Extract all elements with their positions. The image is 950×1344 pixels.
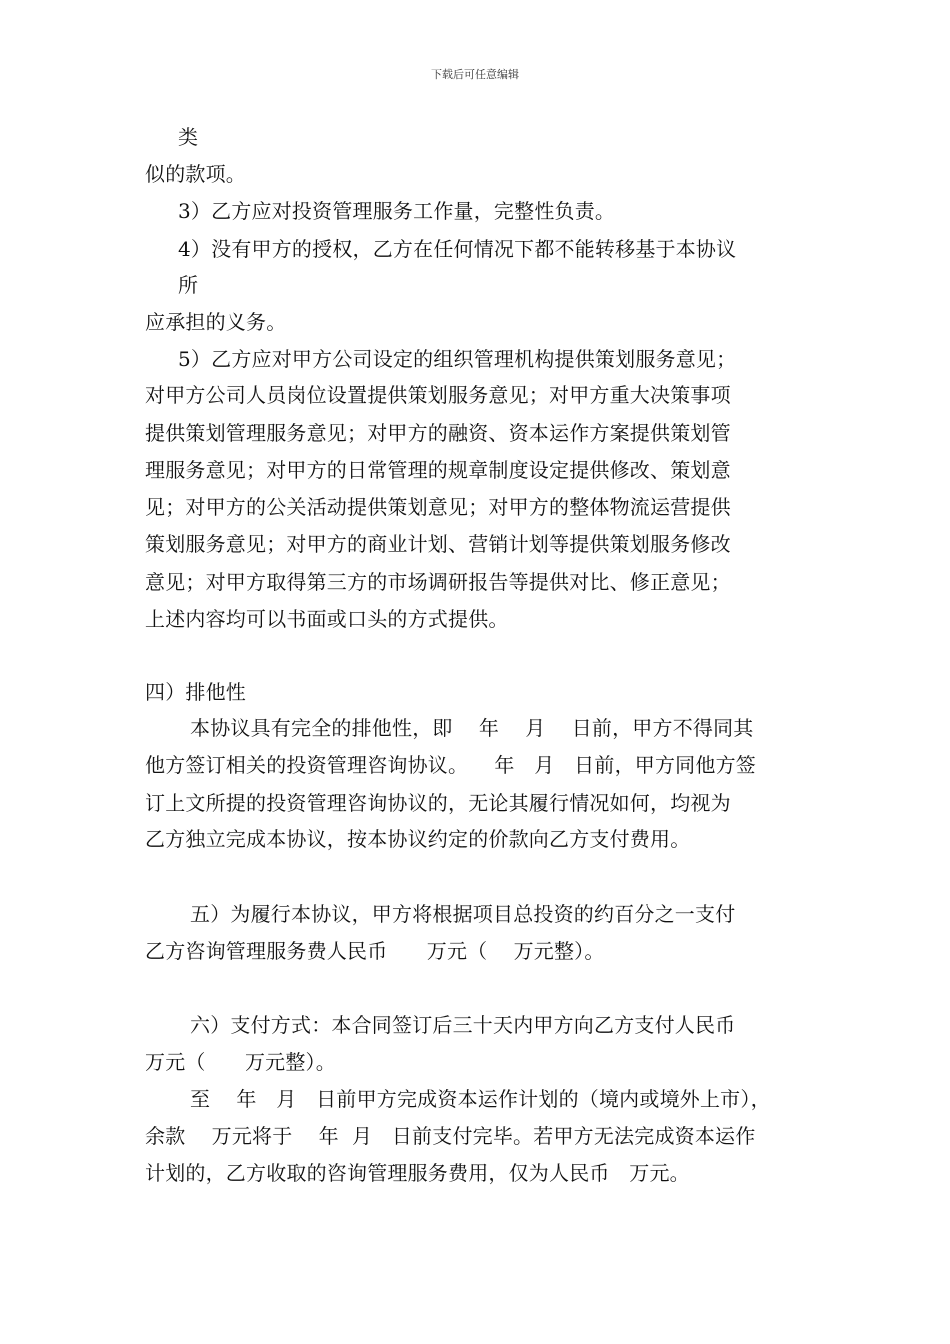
text-line: 至 年 月 日前甲方完成资本运作计划的（境内或境外上市）， [190,1087,771,1111]
text-line: 见；对甲方的公关活动提供策划意见；对甲方的整体物流运营提供 [145,495,731,519]
text-line: 六）支付方式：本合同签订后三十天内甲方向乙方支付人民币 [190,1013,736,1037]
text-line: 理服务意见；对甲方的日常管理的规章制度设定提供修改、策划意 [145,458,731,482]
text-line: 乙方独立完成本协议，按本协议约定的价款向乙方支付费用。 [145,827,691,851]
text-line: 他方签订相关的投资管理咨询协议。 年 月 日前，甲方同他方签 [145,753,756,777]
text-line: 计划的，乙方收取的咨询管理服务费用，仅为人民币 万元。 [145,1161,690,1185]
text-line: 上述内容均可以书面或口头的方式提供。 [145,607,509,631]
text-line: 五）为履行本协议，甲方将根据项目总投资的约百分之一支付 [190,902,736,926]
text-line: 提供策划管理服务意见；对甲方的融资、资本运作方案提供策划管 [145,421,731,445]
text-line: 订上文所提的投资管理咨询协议的，无论其履行情况如何，均视为 [145,791,731,815]
text-line: 所 [178,273,199,297]
text-line: 万元（ 万元整）。 [145,1050,336,1074]
text-line: 本协议具有完全的排他性，即 年 月 日前，甲方不得同其 [190,716,754,740]
text-line: 5）乙方应对甲方公司设定的组织管理机构提供策划服务意见； [178,347,737,371]
text-line: 应承担的义务。 [145,310,287,334]
text-line: 类 [178,125,199,149]
text-line: 4）没有甲方的授权，乙方在任何情况下都不能转移基于本协议 [178,237,737,261]
text-line: 意见；对甲方取得第三方的市场调研报告等提供对比、修正意见； [145,570,731,594]
text-line: 乙方咨询管理服务费人民币 万元（ 万元整）。 [145,939,605,963]
text-line: 3）乙方应对投资管理服务工作量，完整性负责。 [178,199,616,223]
text-line: 似的款项。 [145,162,246,186]
text-line: 策划服务意见；对甲方的商业计划、营销计划等提供策划服务修改 [145,532,731,556]
text-line: 余款 万元将于 年 月 日前支付完毕。若甲方无法完成资本运作 [145,1124,756,1148]
page-header: 下载后可任意编辑 [431,68,519,81]
text-line: 对甲方公司人员岗位设置提供策划服务意见；对甲方重大决策事项 [145,383,731,407]
section-heading: 四）排他性 [145,680,246,704]
